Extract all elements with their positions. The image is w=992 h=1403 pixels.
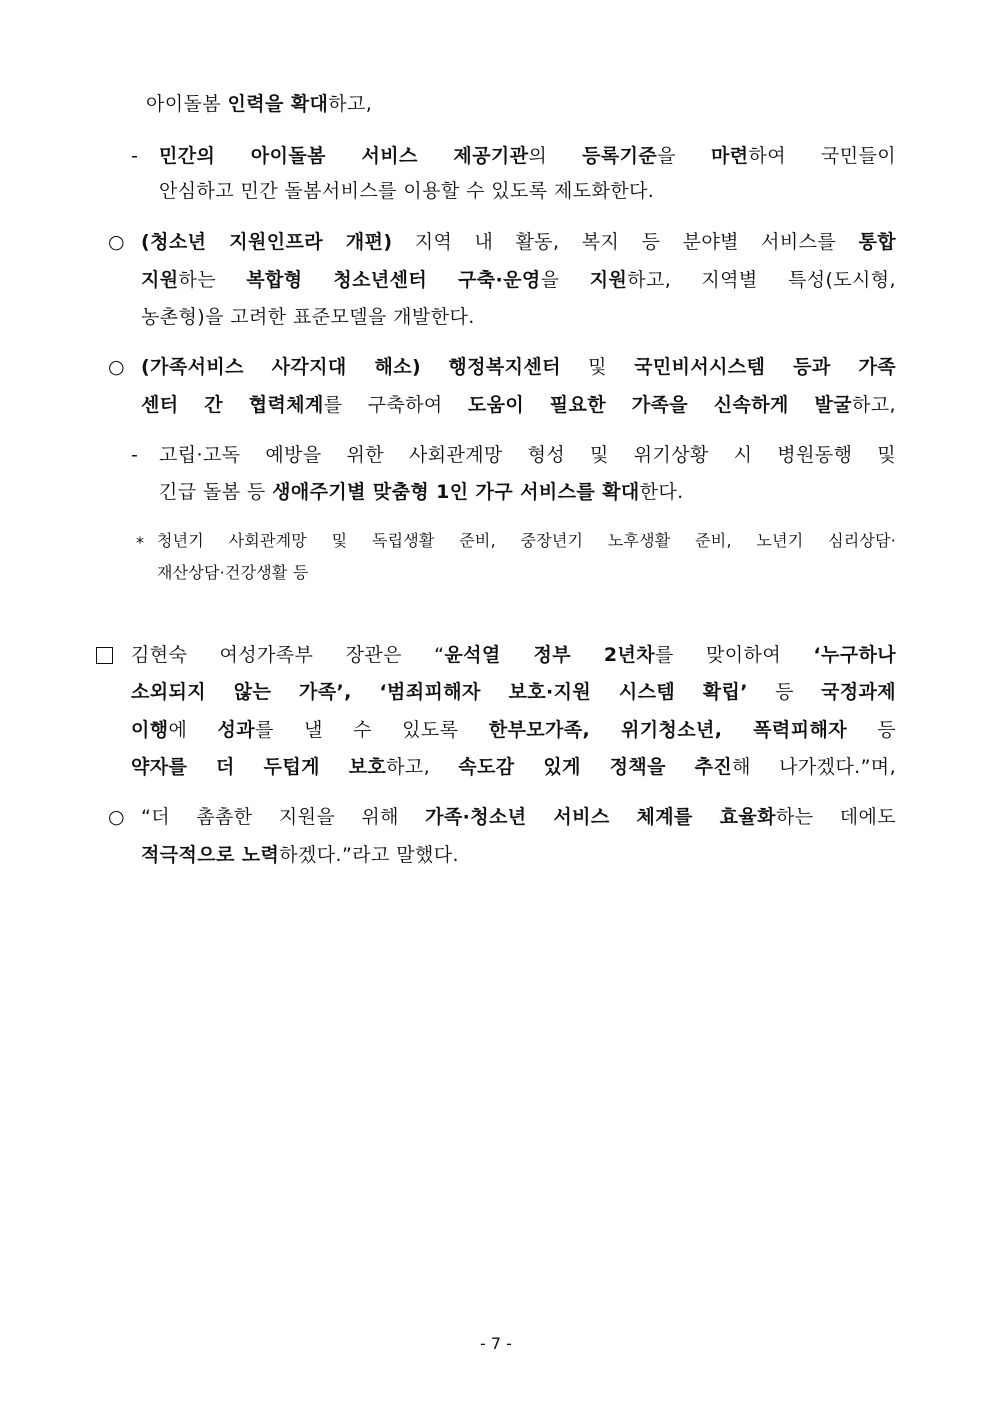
emphasis: 도움이 필요한 가족을 신속하게 발굴 — [467, 394, 853, 416]
text-run: 을 — [657, 145, 711, 167]
text-run: 를 낼 수 있도록 — [255, 719, 489, 741]
text-run: 아이돌봄 — [146, 93, 228, 115]
text-run: 하겠다.”라고 말했다. — [279, 844, 459, 866]
dash-marker: - — [131, 444, 138, 466]
emphasis: 약자를 더 두텁게 보호 — [131, 756, 387, 778]
text-line: 고립·고독 예방을 위한 사회관계망 형성 및 위기상황 시 병원동행 및 — [159, 444, 896, 466]
text-run: 를 구축하여 — [323, 394, 468, 416]
footnote-line: 청년기 사회관계망 및 독립생활 준비, 중장년기 노후생활 준비, 노년기 심리상담· — [157, 531, 896, 550]
text-run: “더 촘촘한 지원을 위해 — [141, 806, 426, 828]
text-line — [131, 640, 896, 670]
text-run: 하는 — [178, 269, 247, 291]
text-line — [159, 477, 684, 507]
text-run: 한다. — [639, 481, 684, 503]
text-run: 하고, — [328, 93, 373, 115]
text-run: 지역 내 활동, 복지 등 분야별 서비스를 — [392, 231, 859, 253]
emphasis: 통합 — [858, 231, 896, 253]
emphasis: 소외되지 않는 가족’, ‘범죄피해자 보호·지원 시스템 확립’ — [131, 681, 748, 703]
emphasis: 적극적으로 노력 — [141, 844, 280, 866]
text-run: 하고, — [852, 394, 896, 416]
page-number: - 7 - — [480, 1334, 512, 1353]
emphasis: 지원 — [589, 269, 628, 291]
asterisk-marker: * — [136, 533, 145, 552]
text-line — [159, 141, 896, 171]
footnote-line: 재산상담·건강생활 등 — [157, 563, 309, 582]
text-run: 를 맞이하여 — [655, 644, 814, 666]
emphasis: 이행 — [131, 719, 169, 741]
text-line — [141, 352, 896, 382]
emphasis: 지원 — [141, 269, 179, 291]
circle-bullet: ○ — [108, 356, 125, 378]
text-run — [421, 356, 448, 378]
emphasis: 생애주기별 맞춤형 1인 가구 서비스를 확대 — [272, 481, 640, 503]
text-run: 긴급 돌봄 등 — [159, 481, 273, 503]
emphasis: 행정복지센터 — [448, 356, 561, 378]
emphasis: 국민비서시스템 등과 가족 — [634, 356, 896, 378]
text-line: 안심하고 민간 돌봄서비스를 이용할 수 있도록 제도화한다. — [159, 180, 655, 202]
circle-bullet: ○ — [108, 806, 125, 828]
emphasis: ‘누구하나 — [813, 644, 896, 666]
emphasis: 속도감 있게 정책을 추진 — [458, 756, 733, 778]
text-line — [141, 802, 896, 832]
text-line — [131, 752, 896, 782]
emphasis: 마련 — [710, 145, 749, 167]
emphasis: 한부모가족, 위기청소년, 폭력피해자 — [488, 719, 847, 741]
emphasis: 민간의 아이돌봄 서비스 제공기관 — [159, 145, 529, 167]
text-line — [131, 715, 896, 745]
text-run: 의 — [528, 145, 583, 167]
emphasis: 인력을 확대 — [227, 93, 329, 115]
text-run: 등 — [846, 719, 896, 741]
square-bullet — [96, 647, 113, 664]
circle-bullet: ○ — [108, 231, 125, 253]
emphasis: 복합형 청소년센터 구축·운영 — [246, 269, 541, 291]
text-line — [141, 840, 459, 870]
text-run: 하고, 지역별 특성(도시형, — [627, 269, 896, 291]
text-line — [131, 677, 896, 707]
text-line — [141, 265, 896, 295]
text-run: 에 — [168, 719, 218, 741]
emphasis: 센터 간 협력체계 — [141, 394, 324, 416]
emphasis: 가족·청소년 서비스 체계를 효율화 — [425, 806, 776, 828]
text-run: 등 — [747, 681, 821, 703]
emphasis: 국정과제 — [820, 681, 896, 703]
emphasis: 등록기준 — [582, 145, 658, 167]
text-run: 하여 국민들이 — [748, 145, 896, 167]
emphasis: (가족서비스 사각지대 해소) — [141, 356, 422, 378]
emphasis: 윤석열 정부 2년차 — [444, 644, 656, 666]
text-run: 김현숙 여성가족부 장관은 “ — [131, 644, 445, 666]
text-run: 하고, — [386, 756, 459, 778]
text-run: 을 — [540, 269, 590, 291]
text-run: 해 나가겠다.”며, — [732, 756, 897, 778]
emphasis: 성과 — [217, 719, 256, 741]
emphasis: (청소년 지원인프라 개편) — [141, 231, 393, 253]
text-line — [146, 89, 372, 119]
text-run: 하는 데에도 — [775, 806, 896, 828]
text-line: 농촌형)을 고려한 표준모델을 개발한다. — [141, 306, 475, 328]
text-run: 및 — [560, 356, 635, 378]
dash-marker: - — [131, 145, 138, 167]
text-line — [141, 227, 896, 257]
text-line — [141, 390, 896, 420]
